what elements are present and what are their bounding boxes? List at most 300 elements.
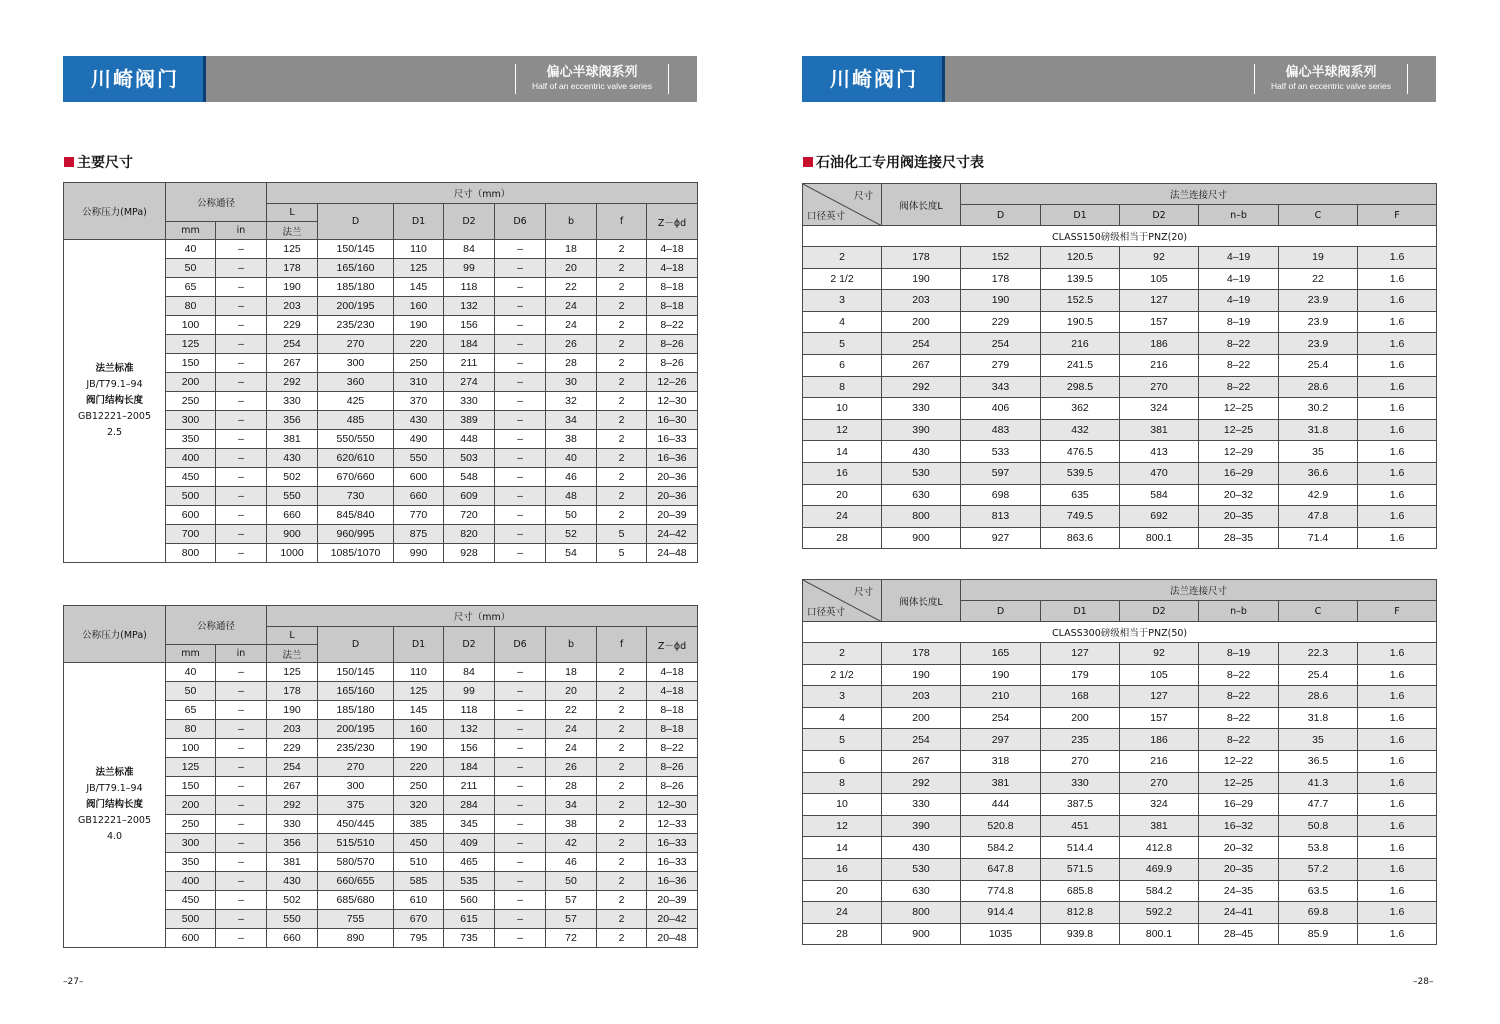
table-cell: 40 — [546, 449, 597, 468]
table-cell: 584.2 — [961, 837, 1041, 859]
table-row — [803, 772, 1437, 794]
table-cell: 270 — [1120, 376, 1199, 398]
table-cell: 16–36 — [647, 872, 698, 891]
header-D1: D1 — [394, 627, 444, 663]
table-cell: 385 — [394, 815, 444, 834]
group-line: 阀门结构长度 — [85, 395, 143, 406]
table-cell: 4 — [803, 707, 882, 729]
table-cell: 300 — [318, 777, 394, 796]
table-cell: 8–18 — [647, 297, 698, 316]
table-cell: 16–33 — [647, 430, 698, 449]
table-cell: 24 — [803, 506, 882, 528]
table-cell: 1.6 — [1358, 750, 1437, 772]
table-cell: 1.6 — [1358, 923, 1437, 945]
table-cell: – — [216, 354, 267, 373]
class-label: CLASS150磅级相当于PNZ(20) — [803, 226, 1437, 247]
table-cell: 8–22 — [1199, 376, 1279, 398]
table-cell: 535 — [444, 872, 495, 891]
table-cell: 890 — [318, 929, 394, 948]
table-cell: 330 — [267, 815, 318, 834]
table-cell: 42 — [546, 834, 597, 853]
table-cell: 20–39 — [647, 891, 698, 910]
table-cell: 749.5 — [1041, 506, 1120, 528]
header-pressure: 公称压力(MPa) — [64, 606, 166, 663]
table-row — [803, 686, 1437, 708]
table-cell: 330 — [444, 392, 495, 411]
table-cell: 1085/1070 — [318, 544, 394, 563]
table-cell: 24–42 — [647, 525, 698, 544]
table-cell: 2 — [597, 506, 647, 525]
table-cell: 210 — [961, 686, 1041, 708]
header-D6: D6 — [495, 627, 546, 663]
table-cell: – — [216, 373, 267, 392]
table-cell: 324 — [1120, 398, 1199, 420]
table-cell: 4–19 — [1199, 247, 1279, 269]
table-cell: 1.6 — [1358, 643, 1437, 665]
table-cell: 571.5 — [1041, 858, 1120, 880]
table-cell: 20 — [546, 259, 597, 278]
table-cell: 2 — [597, 929, 647, 948]
table-cell: 580/570 — [318, 853, 394, 872]
table-cell: – — [216, 240, 267, 259]
table-cell: – — [495, 815, 546, 834]
table-cell: 548 — [444, 468, 495, 487]
table-cell: – — [495, 259, 546, 278]
table-cell: – — [216, 430, 267, 449]
table-cell: 900 — [267, 525, 318, 544]
table-cell: 292 — [267, 796, 318, 815]
table-cell: 8–26 — [647, 777, 698, 796]
table-cell: 2 — [597, 758, 647, 777]
table-cell: 28.6 — [1279, 686, 1358, 708]
table-cell: 14 — [803, 837, 882, 859]
table-cell: 125 — [166, 335, 216, 354]
table-cell: 1.6 — [1358, 527, 1437, 549]
header-D2: D2 — [444, 627, 495, 663]
table-cell: 2 — [597, 259, 647, 278]
table-cell: 20 — [803, 484, 882, 506]
table-cell: 25.4 — [1279, 664, 1358, 686]
table-cell: 50 — [546, 872, 597, 891]
table-cell: 165 — [961, 643, 1041, 665]
table-cell: – — [495, 411, 546, 430]
table-cell: 8–22 — [1199, 729, 1279, 751]
table-cell: 20 — [803, 880, 882, 902]
table-cell: 54 — [546, 544, 597, 563]
table-row — [803, 729, 1437, 751]
table-row — [64, 663, 698, 682]
table-cell: 389 — [444, 411, 495, 430]
header-b: b — [546, 204, 597, 240]
table-cell: 125 — [394, 682, 444, 701]
table-cell: 409 — [444, 834, 495, 853]
table-cell: 160 — [394, 720, 444, 739]
table-cell: – — [495, 872, 546, 891]
table-cell: 178 — [961, 268, 1041, 290]
table-cell: 300 — [166, 834, 216, 853]
table-row — [803, 837, 1437, 859]
table-cell: – — [495, 278, 546, 297]
table-cell: 150 — [166, 354, 216, 373]
table-cell: 203 — [267, 297, 318, 316]
table-row — [803, 815, 1437, 837]
table-cell: 57 — [546, 910, 597, 929]
table-cell: 900 — [882, 527, 961, 549]
table-cell: 235 — [1041, 729, 1120, 751]
table-cell: 5 — [597, 544, 647, 563]
table-cell: 2 — [597, 739, 647, 758]
table-cell: 5 — [803, 333, 882, 355]
table-cell: – — [495, 373, 546, 392]
table-cell: 16–30 — [647, 411, 698, 430]
table-cell: 4 — [803, 311, 882, 333]
table-cell: 30.2 — [1279, 398, 1358, 420]
table-cell: 2 — [597, 373, 647, 392]
table-cell: 1000 — [267, 544, 318, 563]
table-cell: 620/610 — [318, 449, 394, 468]
table-cell: 400 — [166, 449, 216, 468]
table-cell: 125 — [166, 758, 216, 777]
table-cell: – — [216, 449, 267, 468]
table-cell: 50 — [546, 506, 597, 525]
table-cell: 4–18 — [647, 663, 698, 682]
table-cell: 38 — [546, 815, 597, 834]
table-cell: 700 — [166, 525, 216, 544]
table-cell: 118 — [444, 278, 495, 297]
table-cell: 72 — [546, 929, 597, 948]
section-title-connection-dimensions — [803, 152, 984, 172]
table-cell: – — [216, 929, 267, 948]
table-cell: 28–35 — [1199, 527, 1279, 549]
table-cell: – — [216, 259, 267, 278]
table-cell: – — [495, 739, 546, 758]
table-cell: 485 — [318, 411, 394, 430]
table-cell: 1.6 — [1358, 311, 1437, 333]
table-cell: 1.6 — [1358, 376, 1437, 398]
table-cell: 24 — [546, 297, 597, 316]
table-cell: 16–33 — [647, 853, 698, 872]
table-cell: 1.6 — [1358, 707, 1437, 729]
table-cell: 57 — [546, 891, 597, 910]
table-cell: – — [495, 449, 546, 468]
series-title-cn: 偏心半球阀系列 — [1285, 65, 1377, 80]
table-cell: 592.2 — [1120, 902, 1199, 924]
table-cell: – — [216, 872, 267, 891]
table-cell: 35 — [1279, 729, 1358, 751]
header-L-flange: 法兰 — [267, 222, 318, 240]
table-cell: 597 — [961, 462, 1041, 484]
table-cell: 939.8 — [1041, 923, 1120, 945]
table-cell: – — [495, 682, 546, 701]
table-cell: 34 — [546, 796, 597, 815]
table-cell: 220 — [394, 758, 444, 777]
table-cell: 1.6 — [1358, 484, 1437, 506]
table-cell: 1.6 — [1358, 880, 1437, 902]
series-title-en: Half of an eccentric valve series — [532, 81, 652, 91]
table-cell: 1.6 — [1358, 858, 1437, 880]
table-cell: 267 — [882, 354, 961, 376]
table-cell: 40 — [166, 663, 216, 682]
table-cell: 50 — [166, 259, 216, 278]
table-cell: 430 — [882, 441, 961, 463]
table-cell: 381 — [267, 853, 318, 872]
table-cell: 32 — [546, 392, 597, 411]
table-cell: 350 — [166, 430, 216, 449]
table-row — [803, 750, 1437, 772]
table-cell: 8 — [803, 376, 882, 398]
table-cell: 770 — [394, 506, 444, 525]
table-cell: 755 — [318, 910, 394, 929]
table-cell: 179 — [1041, 664, 1120, 686]
table-cell: 22 — [546, 701, 597, 720]
table-cell: – — [216, 487, 267, 506]
table-cell: 2 — [597, 834, 647, 853]
table-row — [803, 643, 1437, 665]
table-cell: 220 — [394, 335, 444, 354]
table-cell: 600 — [166, 929, 216, 948]
table-cell: 184 — [444, 758, 495, 777]
table-cell: 279 — [961, 354, 1041, 376]
table-cell: 500 — [166, 910, 216, 929]
group-line: 法兰标准 — [95, 363, 134, 374]
table-cell: 22 — [546, 278, 597, 297]
table-cell: 381 — [1120, 419, 1199, 441]
table-cell: 2 — [597, 487, 647, 506]
table-cell: 469.9 — [1120, 858, 1199, 880]
table-cell: 660 — [394, 487, 444, 506]
table-cell: 28 — [803, 923, 882, 945]
table-cell: 200/195 — [318, 297, 394, 316]
table-cell: 50 — [166, 682, 216, 701]
table-cell: 19 — [1279, 247, 1358, 269]
table-cell: 8–22 — [1199, 664, 1279, 686]
header-nominal-diameter: 公称通径 — [166, 606, 267, 645]
table-cell: 2 — [597, 449, 647, 468]
table-cell: 863.6 — [1041, 527, 1120, 549]
table-cell: 190 — [961, 664, 1041, 686]
table-cell: 200 — [1041, 707, 1120, 729]
table-cell: 360 — [318, 373, 394, 392]
table-cell: 1.6 — [1358, 686, 1437, 708]
table-cell: 698 — [961, 484, 1041, 506]
header-D: D — [318, 627, 394, 663]
table-cell: – — [495, 392, 546, 411]
table-cell: 3 — [803, 686, 882, 708]
table-cell: 284 — [444, 796, 495, 815]
table-cell: 190 — [882, 664, 961, 686]
table-cell: – — [216, 411, 267, 430]
table-cell: 914.4 — [961, 902, 1041, 924]
table-cell: 320 — [394, 796, 444, 815]
table-cell: 110 — [394, 663, 444, 682]
table-cell: 300 — [166, 411, 216, 430]
table-cell: 400 — [166, 872, 216, 891]
table-cell: – — [216, 758, 267, 777]
table-cell: 34 — [546, 411, 597, 430]
table-cell: 52 — [546, 525, 597, 544]
diag-bottom-label: 口径英寸 — [807, 211, 846, 222]
table-cell: 20–36 — [647, 487, 698, 506]
table-cell: 8–18 — [647, 720, 698, 739]
table-cell: – — [216, 910, 267, 929]
table-cell: 125 — [394, 259, 444, 278]
table-cell: 229 — [267, 316, 318, 335]
table-row — [803, 664, 1437, 686]
table-cell: 186 — [1120, 729, 1199, 751]
table-cell: 8–26 — [647, 354, 698, 373]
section-title-text: 主要尺寸 — [77, 155, 133, 171]
table-cell: 465 — [444, 853, 495, 872]
table-cell: 795 — [394, 929, 444, 948]
table-cell: 12–29 — [1199, 441, 1279, 463]
table-cell: 685.8 — [1041, 880, 1120, 902]
table-cell: – — [495, 663, 546, 682]
table-cell: 71.4 — [1279, 527, 1358, 549]
table-cell: – — [216, 544, 267, 563]
table-cell: 38 — [546, 430, 597, 449]
table-cell: – — [495, 487, 546, 506]
table-cell: 8–22 — [647, 316, 698, 335]
table-cell: 25.4 — [1279, 354, 1358, 376]
table-cell: 2 — [597, 853, 647, 872]
table-cell: 450 — [394, 834, 444, 853]
table-row — [803, 268, 1437, 290]
group-line: 4.0 — [106, 831, 123, 842]
table-cell: 216 — [1120, 750, 1199, 772]
table-cell: 16–36 — [647, 449, 698, 468]
table-cell: 685/680 — [318, 891, 394, 910]
table-cell: 1.6 — [1358, 333, 1437, 355]
table-cell: 216 — [1120, 354, 1199, 376]
table-row — [803, 794, 1437, 816]
pressure-group-cell — [64, 663, 166, 948]
table-cell: 2 — [597, 701, 647, 720]
table-cell: – — [216, 891, 267, 910]
table-cell: 23.9 — [1279, 290, 1358, 312]
table-cell: 211 — [444, 777, 495, 796]
header-mm: mm — [166, 222, 216, 240]
table-cell: – — [216, 506, 267, 525]
table-cell: 20–36 — [647, 468, 698, 487]
header-dimensions: 尺寸（mm） — [267, 606, 698, 627]
table-cell: 1.6 — [1358, 794, 1437, 816]
table-cell: 413 — [1120, 441, 1199, 463]
table-cell: 24–48 — [647, 544, 698, 563]
table-cell: 150/145 — [318, 663, 394, 682]
table-cell: 8–19 — [1199, 643, 1279, 665]
class-label: CLASS300磅级相当于PNZ(50) — [803, 622, 1437, 643]
header-F: F — [1358, 205, 1437, 226]
table-cell: 502 — [267, 891, 318, 910]
table-cell: 28–45 — [1199, 923, 1279, 945]
table-cell: 145 — [394, 278, 444, 297]
table-cell: 50.8 — [1279, 815, 1358, 837]
table-cell: 560 — [444, 891, 495, 910]
diag-top-label: 尺寸 — [853, 587, 873, 598]
table-cell: 267 — [267, 777, 318, 796]
header-D6: D6 — [495, 204, 546, 240]
table-cell: 30 — [546, 373, 597, 392]
table-cell: 203 — [882, 686, 961, 708]
table-cell: 800 — [882, 902, 961, 924]
header-C: C — [1279, 601, 1358, 622]
table-cell: 267 — [882, 750, 961, 772]
table-cell: 270 — [1120, 772, 1199, 794]
table-cell: 800.1 — [1120, 923, 1199, 945]
table-cell: 660 — [267, 506, 318, 525]
table-cell: 200/195 — [318, 720, 394, 739]
table-cell: 100 — [166, 739, 216, 758]
table-cell: 470 — [1120, 462, 1199, 484]
pressure-group-cell — [64, 240, 166, 563]
table-cell: 47.8 — [1279, 506, 1358, 528]
table-cell: 254 — [267, 335, 318, 354]
table-cell: – — [495, 720, 546, 739]
table-cell: 1.6 — [1358, 837, 1437, 859]
table-cell: 812.8 — [1041, 902, 1120, 924]
table-cell: 12–25 — [1199, 772, 1279, 794]
diagonal-header-cell — [803, 184, 882, 226]
table-cell: 125 — [267, 240, 318, 259]
header-D2: D2 — [1120, 205, 1199, 226]
table-cell: 444 — [961, 794, 1041, 816]
header-C: C — [1279, 205, 1358, 226]
table-cell: – — [216, 278, 267, 297]
table-cell: 800.1 — [1120, 527, 1199, 549]
table-cell: – — [216, 468, 267, 487]
table-cell: – — [495, 525, 546, 544]
header-banner — [802, 56, 1436, 102]
table-cell: 1.6 — [1358, 815, 1437, 837]
table-cell: – — [216, 815, 267, 834]
table-cell: 8–22 — [647, 739, 698, 758]
table-cell: 85.9 — [1279, 923, 1358, 945]
table-cell: 324 — [1120, 794, 1199, 816]
table-cell: 330 — [267, 392, 318, 411]
table-cell: 235/230 — [318, 739, 394, 758]
table-cell: 22.3 — [1279, 643, 1358, 665]
table-cell: 274 — [444, 373, 495, 392]
table-cell: 200 — [882, 707, 961, 729]
table-cell: 16–32 — [1199, 815, 1279, 837]
table-cell: 20–42 — [647, 910, 698, 929]
table-cell: 550/550 — [318, 430, 394, 449]
table-cell: – — [216, 297, 267, 316]
table-cell: 152 — [961, 247, 1041, 269]
table-cell: 584 — [1120, 484, 1199, 506]
header-nb: n–b — [1199, 601, 1279, 622]
table-cell: 22 — [1279, 268, 1358, 290]
series-label — [1254, 64, 1408, 94]
table-row — [803, 290, 1437, 312]
header-body-length: 阀体长度L — [882, 184, 961, 226]
table-cell: 3 — [803, 290, 882, 312]
table-cell: 476.5 — [1041, 441, 1120, 463]
table-cell: 2 — [597, 796, 647, 815]
table-row — [803, 707, 1437, 729]
table-cell: 178 — [267, 259, 318, 278]
table-cell: 390 — [882, 815, 961, 837]
table-cell: 615 — [444, 910, 495, 929]
table-cell: – — [495, 853, 546, 872]
table-cell: 585 — [394, 872, 444, 891]
table-cell: – — [216, 392, 267, 411]
section-marker-icon — [803, 157, 813, 167]
table-cell: 36.6 — [1279, 462, 1358, 484]
table-row — [803, 858, 1437, 880]
table-cell: 1.6 — [1358, 290, 1437, 312]
table-cell: 190 — [882, 268, 961, 290]
